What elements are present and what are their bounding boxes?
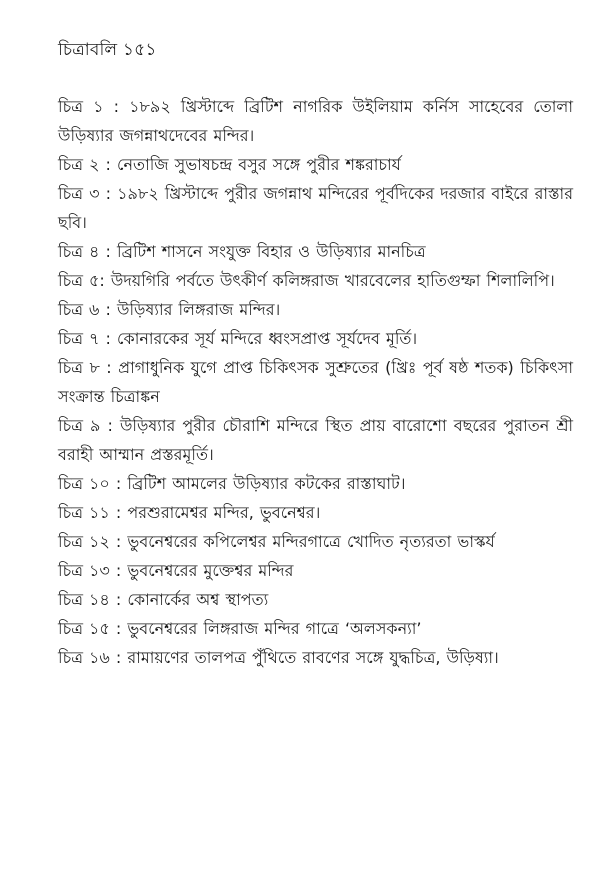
figure-caption-2: চিত্র ২ : নেতাজি সুভাষচন্দ্র বসুর সঙ্গে পুরীর শঙ্করাচার্য xyxy=(58,155,401,174)
figure-caption-9: চিত্র ৯ : উড়িষ্যার পুরীর চৌরাশি মন্দিরে স্থিত প্রায় বারোশো বছরের পুরাতন শ্রী বরাহী আম্মান প্রস্তরমূর্তি। xyxy=(58,416,573,464)
figure-caption-5: চিত্র ৫: উদয়গিরি পর্বতে উৎকীর্ণ কলিঙ্গরাজ খারবেলের হাতিগুম্ফা শিলালিপি। xyxy=(58,271,555,290)
figure-caption-6: চিত্র ৬ : উড়িষ্যার লিঙ্গরাজ মন্দির। xyxy=(58,300,281,319)
page-title: চিত্রাবলি ১৫১ xyxy=(58,40,157,60)
figure-caption-1: চিত্র ১ : ১৮৯২ খ্রিস্টাব্দে ব্রিটিশ নাগরিক উইলিয়াম কর্নিস সাহেবের তোলা উড়িষ্যার জগন্নাথদেবের মন্দির। xyxy=(58,97,573,145)
figure-caption-8: চিত্র ৮ : প্রাগাধুনিক যুগে প্রাপ্ত চিকিৎসক সুশ্রুতের (খ্রিঃ পূর্ব ষষ্ঠ শতক) চিকিৎসা সংক্রান্ত চিত্রাঙ্কন xyxy=(58,358,573,406)
figure-caption-3: চিত্র ৩ : ১৯৮২ খ্রিস্টাব্দে পুরীর জগন্নাথ মন্দিরের পূর্বদিকের দরজার বাইরে রাস্তার ছবি। xyxy=(58,184,573,232)
figure-caption-15: চিত্র ১৫ : ভুবনেশ্বরের লিঙ্গরাজ মন্দির গাত্রে ‘অলসকন্যা’ xyxy=(58,619,422,638)
figure-list xyxy=(58,92,573,672)
figure-caption-13: চিত্র ১৩ : ভুবনেশ্বরের মুক্তেশ্বর মন্দির xyxy=(58,561,294,580)
figure-caption-11: চিত্র ১১ : পরশুরামেশ্বর মন্দির, ভুবনেশ্বর। xyxy=(58,503,321,522)
figure-caption-14: চিত্র ১৪ : কোনার্কের অশ্ব স্থাপত্য xyxy=(58,590,269,609)
figure-caption-16: চিত্র ১৬ : রামায়ণের তালপত্র পুঁথিতে রাবণের সঙ্গে যুদ্ধচিত্র, উড়িষ্যা। xyxy=(58,648,499,667)
figure-caption-4: চিত্র ৪ : ব্রিটিশ শাসনে সংযুক্ত বিহার ও উড়িষ্যার মানচিত্র xyxy=(58,242,426,261)
figure-caption-12: চিত্র ১২ : ভুবনেশ্বরের কপিলেশ্বর মন্দিরগাত্রে খোদিত নৃত্যরতা ভাস্কর্য xyxy=(58,532,495,551)
figure-caption-7: চিত্র ৭ : কোনারকের সূর্য মন্দিরে ধ্বংসপ্রাপ্ত সূর্যদেব মূর্তি। xyxy=(58,329,418,348)
figure-caption-10: চিত্র ১০ : ব্রিটিশ আমলের উড়িষ্যার কটকের রাস্তাঘাট। xyxy=(58,474,406,493)
